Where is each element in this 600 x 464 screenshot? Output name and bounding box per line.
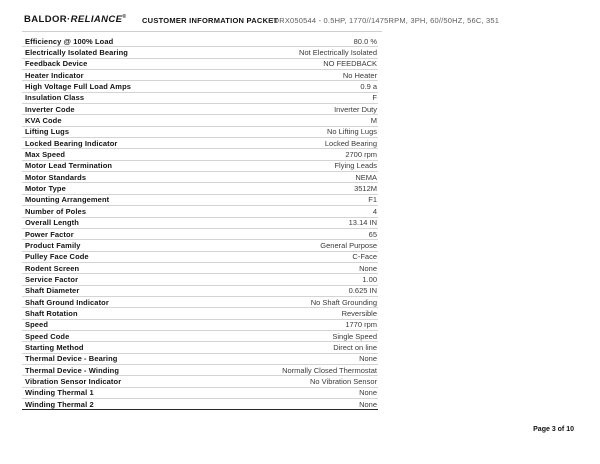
spec-value: M [370,116,377,126]
spec-row [22,286,378,297]
spec-label: Motor Standards [25,172,87,182]
spec-label: Service Factor [25,274,79,284]
spec-row [22,331,378,342]
spec-value: 1.00 [362,274,377,284]
spec-value: 2700 rpm [345,150,377,160]
spec-row [22,308,378,319]
spec-value: Single Speed [332,331,377,341]
spec-row [22,365,378,376]
spec-label: Lifting Lugs [25,127,70,137]
spec-row [22,252,378,263]
spec-value: No Vibration Sensor [310,376,377,386]
spec-label: Max Speed [25,150,66,160]
spec-value: Flying Leads [334,161,377,171]
spec-label: Power Factor [25,229,74,239]
spec-value: C-Face [352,252,377,262]
spec-label: Motor Lead Termination [25,161,113,171]
spec-value: 4 [372,206,377,216]
spec-row [22,240,378,251]
spec-value: F [372,93,377,103]
page-header [24,13,590,27]
spec-value: NEMA [355,172,377,182]
spec-row [22,354,378,365]
brand-reliance: RELIANCE [70,14,123,26]
spec-row [22,388,378,399]
product-description: CDRX050544 - 0.5HP, 1770//1475RPM, 3PH, 60//50HZ, 56C, 351 [268,15,500,25]
spec-value: Normally Closed Thermostat [282,365,377,375]
spec-label: Thermal Device - Winding [25,365,120,375]
spec-label: Inverter Code [25,104,75,114]
spec-row [22,104,378,115]
spec-value: 3512M [354,184,377,194]
spec-label: Starting Method [25,342,84,352]
spec-value: Inverter Duty [334,104,377,114]
spec-label: Thermal Device - Bearing [25,354,118,364]
spec-value: Reversible [341,308,377,318]
brand-baldor: BALDOR [24,14,68,26]
spec-value: Not Electrically Isolated [299,48,377,58]
spec-label: Speed [25,320,49,330]
spec-value: 0.625 IN [348,286,377,296]
spec-value: 13.14 IN [348,218,377,228]
spec-label: Winding Thermal 2 [25,399,94,409]
spec-value: NO FEEDBACK [323,59,377,69]
spec-label: Efficiency @ 100% Load [25,36,114,46]
spec-row [22,93,378,104]
spec-row [22,59,378,70]
spec-row [22,206,378,217]
spec-label: Vibration Sensor Indicator [25,376,122,386]
spec-row [22,183,378,194]
spec-label: Overall Length [25,218,79,228]
spec-label: Speed Code [25,331,70,341]
spec-row [22,70,378,81]
spec-label: Rodent Screen [25,263,80,273]
spec-row [22,218,378,229]
spec-row [22,274,378,285]
spec-value: Locked Bearing [324,138,377,148]
spec-label: Pulley Face Code [25,252,89,262]
spec-label: Electrically Isolated Bearing [25,48,128,58]
spec-row [22,47,378,58]
spec-label: Insulation Class [25,93,85,103]
spec-label: Number of Poles [25,206,87,216]
spec-label: Locked Bearing Indicator [25,138,118,148]
spec-row [22,342,378,353]
spec-label: Heater Indicator [25,70,84,80]
spec-value: F1 [368,195,377,205]
brand-separator: · [67,14,71,26]
spec-row [22,115,378,126]
spec-row [22,229,378,240]
spec-table [22,36,378,410]
spec-row [22,320,378,331]
spec-label: Product Family [25,240,81,250]
spec-row [22,399,378,410]
spec-label: High Voltage Full Load Amps [25,82,132,92]
spec-label: Shaft Rotation [25,308,78,318]
spec-row [22,161,378,172]
spec-label: Shaft Diameter [25,286,80,296]
spec-value: 65 [368,229,377,239]
spec-row [22,36,378,47]
brand-logo [24,14,126,25]
spec-value: No Lifting Lugs [326,127,377,137]
spec-label: Shaft Ground Indicator [25,297,109,307]
page-number: Page 3 of 10 [533,426,574,433]
spec-value: Direct on line [333,342,377,352]
spec-value: No Heater [342,70,377,80]
spec-row [22,263,378,274]
spec-label: KVA Code [25,116,62,126]
spec-value: None [359,354,377,364]
spec-label: Winding Thermal 1 [25,388,94,398]
registered-trademark-icon: ® [122,14,127,21]
spec-row [22,81,378,92]
spec-row [22,376,378,387]
document-title: CUSTOMER INFORMATION PACKET [142,15,279,25]
spec-row [22,195,378,206]
spec-value: General Purpose [320,240,377,250]
spec-row [22,138,378,149]
spec-label: Feedback Device [25,59,88,69]
spec-value: None [359,399,377,409]
spec-row [22,127,378,138]
spec-value: 0.9 a [360,82,377,92]
spec-value: 80.0 % [353,36,377,46]
spec-value: 1770 rpm [345,320,377,330]
spec-row [22,297,378,308]
spec-row [22,172,378,183]
spec-value: No Shaft Grounding [310,297,377,307]
spec-label: Mounting Arrangement [25,195,110,205]
spec-label: Motor Type [25,184,66,194]
spec-value: None [359,388,377,398]
header-divider [22,31,382,32]
spec-value: None [359,263,377,273]
spec-row [22,149,378,160]
